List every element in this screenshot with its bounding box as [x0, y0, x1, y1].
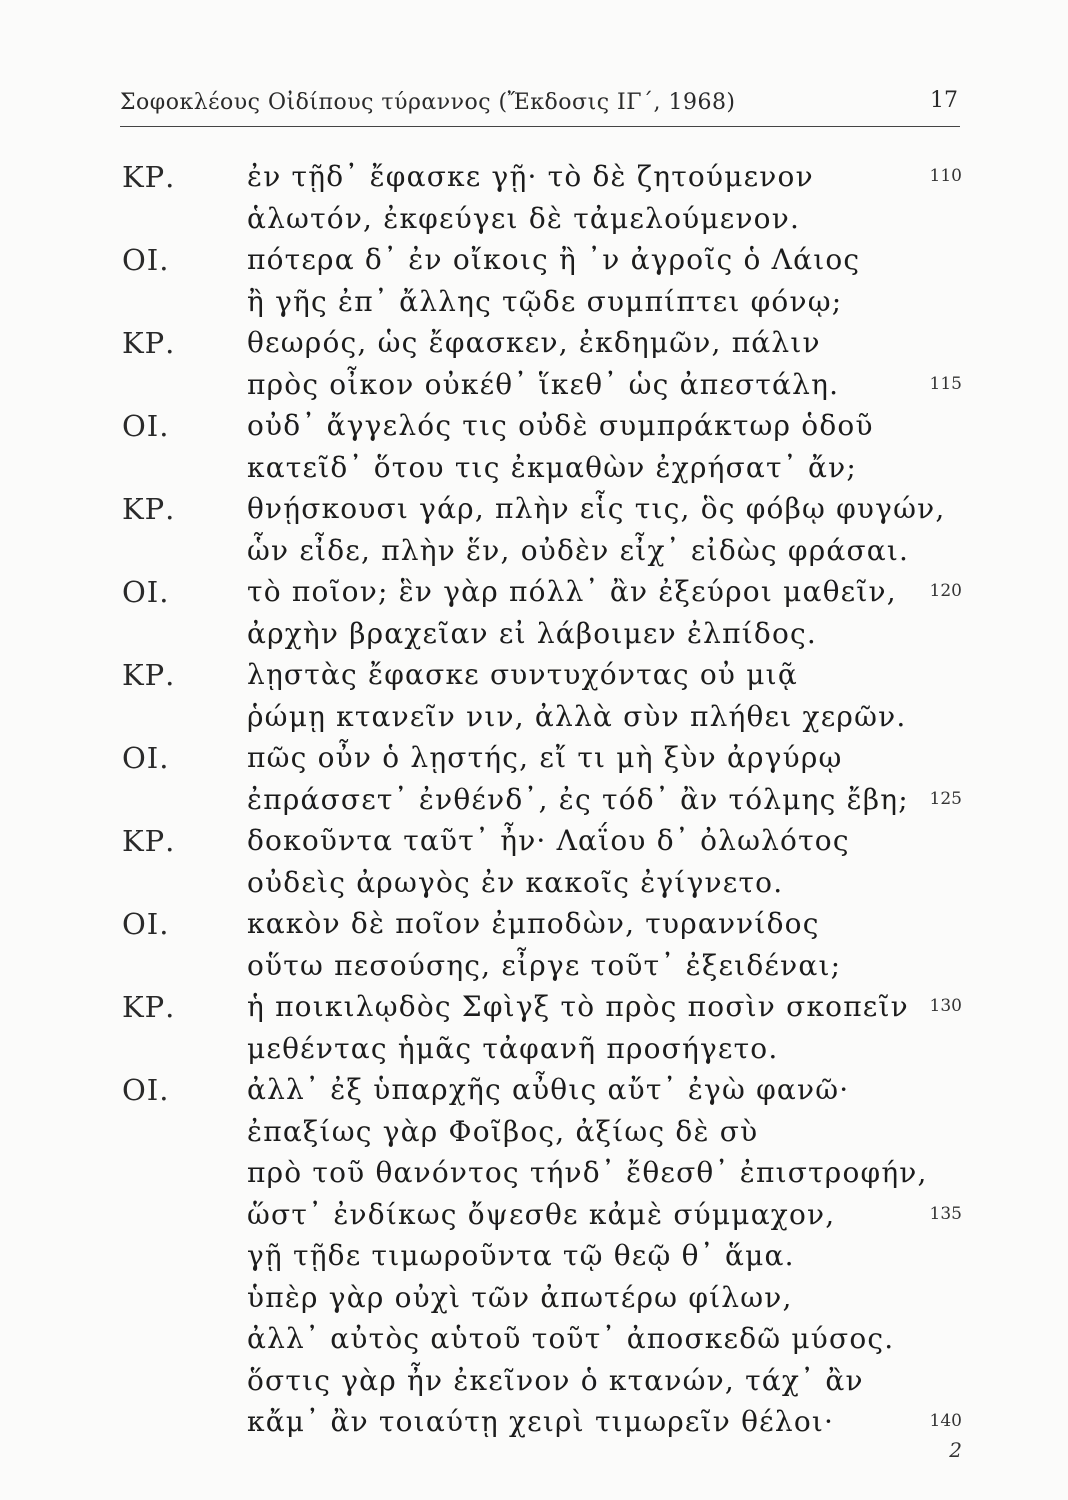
running-head [120, 86, 960, 127]
verse-text-line: ῥώμῃ κτανεῖν νιν, ἀλλὰ σὺν πλήθει χερῶν. [247, 699, 907, 733]
verse-text-line: θνῄσκουσι γάρ, πλὴν εἷς τις, ὃς φόβῳ φυγών, [247, 492, 946, 525]
verse-line [0, 700, 1068, 740]
speaker-label: ΚΡ. [122, 824, 176, 858]
page-number: 17 [930, 88, 958, 113]
verse-text-line: πρὸς οἶκον οὐκέθ᾽ ἵκεθ᾽ ὡς ἀπεστάλη. [247, 367, 840, 401]
running-head-title: Σοφοκλέους Οἰδίπους τύραννος (Ἔκδοσις ΙΓ΄, 1968) [120, 90, 736, 115]
verse-text-line: κακὸν δὲ ποῖον ἐμποδὼν, τυραννίδος [247, 907, 820, 940]
verse-line [0, 1073, 1068, 1113]
verse-line [0, 409, 1068, 449]
verse-text-line: ἁλωτόν, ἐκφεύγει δὲ τἀμελούμενον. [247, 201, 801, 235]
verse-text-line: γῇ τῇδε τιμωροῦντα τῷ θεῷ θ᾽ ἅμα. [247, 1239, 795, 1272]
speaker-label: ΚΡ. [122, 658, 176, 692]
verse-line [0, 990, 1068, 1030]
verse-text-line: ἀρχὴν βραχεῖαν εἰ λάβοιμεν ἐλπίδος. [247, 616, 818, 650]
verse-line [0, 326, 1068, 366]
verse-text-line: οὐδ᾽ ἄγγελός τις οὐδὲ συμπράκτωρ ὁδοῦ [247, 409, 874, 442]
verse-line [0, 658, 1068, 698]
verse-text-line: ἀλλ᾽ ἐξ ὑπαρχῆς αὖθις αὔτ᾽ ἐγὼ φανῶ· [247, 1073, 850, 1106]
verse-line [0, 243, 1068, 283]
verse-text-line: ὧν εἶδε, πλὴν ἕν, οὐδὲν εἶχ᾽ εἰδὼς φράσαι. [247, 533, 910, 567]
verse-line [0, 1156, 1068, 1196]
verse-text-line: ἀλλ᾽ αὐτὸς αὑτοῦ τοῦτ᾽ ἀποσκεδῶ μύσος. [247, 1322, 895, 1355]
verse-text-line: οὕτω πεσούσης, εἶργε τοῦτ᾽ ἐξειδέναι; [247, 948, 842, 982]
speaker-label: ΚΡ. [122, 492, 176, 526]
verse-text-line: πῶς οὖν ὁ λῃστής, εἴ τι μὴ ξὺν ἀργύρῳ [247, 741, 843, 774]
verse-line [0, 285, 1068, 325]
verse-line [0, 617, 1068, 657]
verse-text-line: ὑπὲρ γὰρ οὐχὶ τῶν ἀπωτέρω φίλων, [247, 1280, 793, 1314]
verse-line [0, 1405, 1068, 1445]
verse-line [0, 866, 1068, 906]
verse-line [0, 783, 1068, 823]
line-number: 140 [929, 1411, 962, 1431]
speaker-label: ΟΙ. [122, 907, 170, 941]
verse-line [0, 492, 1068, 532]
verse-line [0, 368, 1068, 408]
verse-text-line: ὅστις γὰρ ἦν ἐκεῖνον ὁ κτανών, τάχ᾽ ἂν [247, 1363, 864, 1397]
verse-line [0, 160, 1068, 200]
verse-line [0, 1281, 1068, 1321]
verse-text-line: πότερα δ᾽ ἐν οἴκοις ἢ ᾽ν ἀγροῖς ὁ Λάιος [247, 243, 861, 276]
verse-line [0, 1364, 1068, 1404]
verse-text-line: κἄμ᾽ ἂν τοιαύτῃ χειρὶ τιμωρεῖν θέλοι· [247, 1405, 835, 1438]
verse-text-line: λῃστὰς ἔφασκε συντυχόντας οὐ μιᾷ [247, 658, 798, 691]
verse-text-line: θεωρός, ὡς ἔφασκεν, ἐκδημῶν, πάλιν [247, 326, 821, 359]
verse-line [0, 907, 1068, 947]
line-number: 125 [929, 788, 962, 809]
speaker-label: ΟΙ. [122, 243, 170, 277]
speaker-label: ΚΡ. [122, 160, 176, 194]
speaker-label: ΟΙ. [122, 741, 170, 775]
line-number: 110 [929, 166, 962, 186]
speaker-label: ΚΡ. [122, 990, 176, 1024]
verse-line [0, 575, 1068, 615]
verse-text-line: πρὸ τοῦ θανόντος τήνδ᾽ ἔθεσθ᾽ ἐπιστροφήν, [247, 1156, 928, 1189]
verse-line [0, 451, 1068, 491]
speaker-label: ΟΙ. [122, 575, 170, 609]
verse-line [0, 1198, 1068, 1238]
speaker-label: ΟΙ. [122, 409, 170, 443]
speaker-label: ΚΡ. [122, 326, 176, 360]
verse-line [0, 1115, 1068, 1155]
speaker-label: ΟΙ. [122, 1073, 170, 1107]
verse-line [0, 824, 1068, 864]
verse-text-line: οὐδεὶς ἀρωγὸς ἐν κακοῖς ἐγίγνετο. [247, 865, 784, 899]
verse-text-line: μεθέντας ἡμᾶς τἀφανῆ προσήγετο. [247, 1031, 779, 1065]
verse-text-line: ἐπαξίως γὰρ Φοῖβος, ἀξίως δὲ σὺ [247, 1114, 759, 1148]
verse-text-line: κατεῖδ᾽ ὅτου τις ἐκμαθὼν ἐχρήσατ᾽ ἄν; [247, 450, 857, 484]
verse-text-line: τὸ ποῖον; ἓν γὰρ πόλλ᾽ ἂν ἐξεύροι μαθεῖν, [247, 575, 897, 608]
verse-line [0, 741, 1068, 781]
line-number: 130 [929, 996, 962, 1016]
verse-text-line: δοκοῦντα ταῦτ᾽ ἦν· Λαΐου δ᾽ ὀλωλότος [247, 824, 850, 857]
verse-line [0, 949, 1068, 989]
line-number: 120 [929, 581, 962, 601]
verse-line [0, 1322, 1068, 1362]
line-number: 115 [929, 373, 962, 394]
verse-text-line: ἢ γῆς ἐπ᾽ ἄλλης τῷδε συμπίπτει φόνῳ; [247, 284, 843, 318]
verse-text-line: ἡ ποικιλῳδὸς Σφὶγξ τὸ πρὸς ποσὶν σκοπεῖν [247, 990, 909, 1023]
verse-line [0, 202, 1068, 242]
verse-line [0, 534, 1068, 574]
verse-text-line: ἐν τῇδ᾽ ἔφασκε γῇ· τὸ δὲ ζητούμενον [247, 160, 814, 193]
printer-signature: 2 [949, 1438, 962, 1462]
verse-text-line: ἐπράσσετ᾽ ἐνθένδ᾽, ἐς τόδ᾽ ἂν τόλμης ἔβη; [247, 782, 909, 816]
verse-text-line: ὥστ᾽ ἐνδίκως ὄψεσθε κἀμὲ σύμμαχον, [247, 1197, 836, 1231]
verse-line [0, 1032, 1068, 1072]
verse-line [0, 1239, 1068, 1279]
line-number: 135 [929, 1203, 962, 1224]
